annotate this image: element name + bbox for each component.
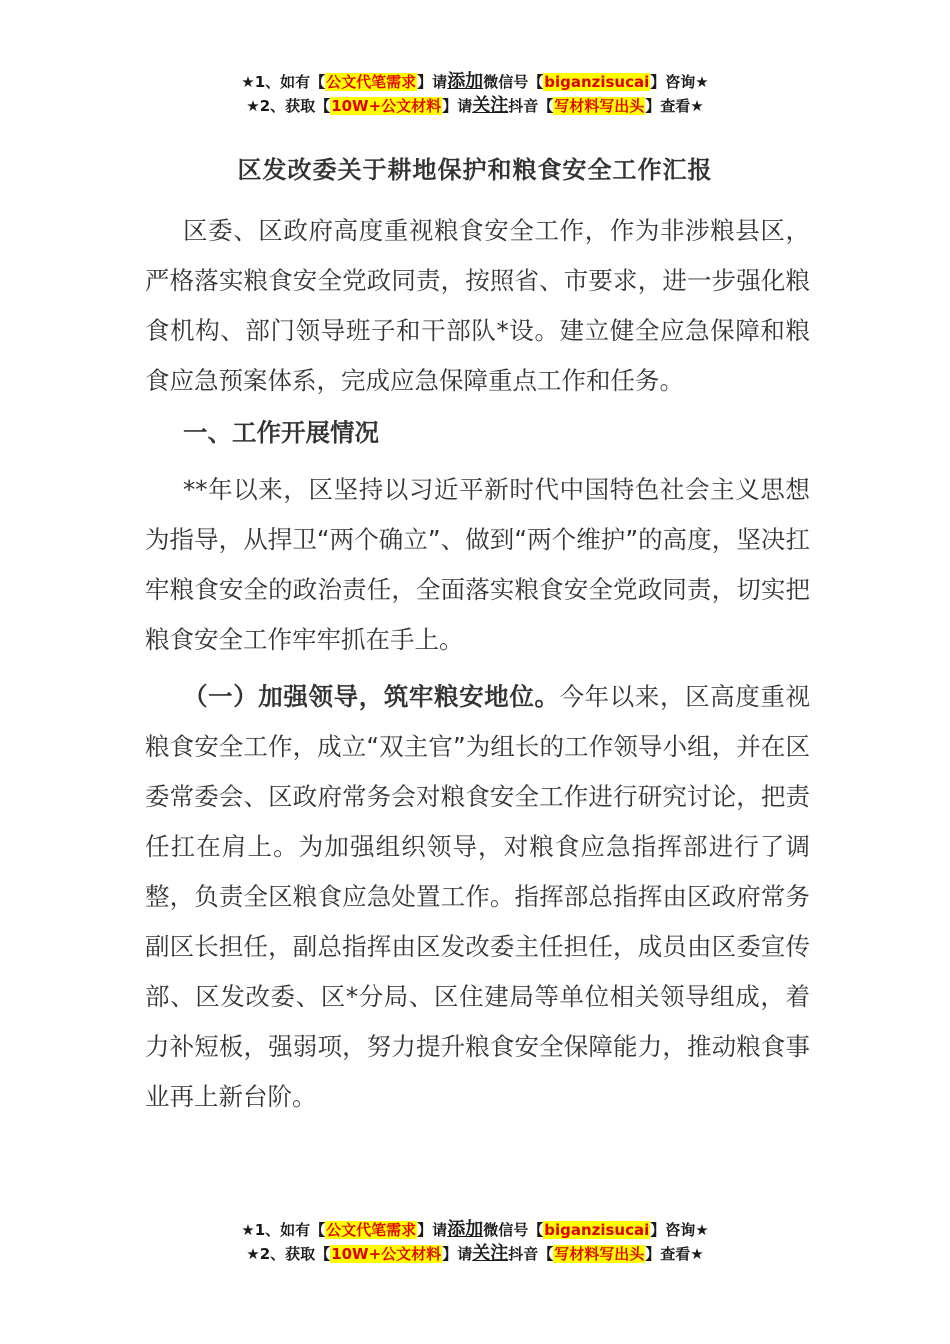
highlight-service: 公文代笔需求 [326,73,417,91]
promo-line-2-bottom: ★2、获取【10W+公文材料】请关注抖音【写材料写出头】查看★ [246,1243,704,1264]
section-heading: 一、工作开展情况 [183,418,379,447]
promo-line-1-bottom: ★1、如有【公文代笔需求】请添加微信号【biganzisucai】咨询★ [241,1219,709,1240]
item-lead: （一）加强领导，筑牢粮安地位。 [183,682,560,711]
highlight-douyin-id: 写材料写出头 [554,97,645,115]
promo-banner-bottom [0,1218,950,1266]
promo-line-1: ★1、如有【公文代笔需求】请添加微信号【biganzisucai】咨询★ [241,71,709,92]
item-paragraph [145,672,810,1122]
item-text: 今年以来，区高度重视粮食安全工作，成立“双主官”为组长的工作领导小组，并在区委常委会、区政府常务会对粮食安全工作进行研究讨论，把责任扛在肩上。为加强组织领导，对粮食应急指挥部进行了调整，负责全区粮食应急处置工作。指挥部总指挥由区政府常务副区长担任，副总指挥由区发改委主任担任，成员由区委宣传部、区发改委、区*分局、区住建局等单位相关领导组成，着力补短板，强弱项，努力提升粮食安全保障能力，推动粮食事业再上新台阶。 [145,682,810,1111]
section-paragraph: **年以来，区坚持以习近平新时代中国特色社会主义思想为指导，从捍卫“两个确立”、做到“两个维护”的高度，坚决扛牢粮食安全的政治责任，全面落实粮食安全党政同责，切实把粮食安全工作牢牢抓在手上。 [145,475,810,654]
intro-paragraph-block [145,206,810,406]
highlight-wechat-id: biganzisucai [544,73,650,91]
highlight-wechat-id-bottom: biganzisucai [544,1221,650,1239]
highlight-materials-bottom: 10W+公文材料 [331,1245,442,1263]
intro-paragraph: 区委、区政府高度重视粮食安全工作，作为非涉粮县区，严格落实粮食安全党政同责，按照省、市要求，进一步强化粮食机构、部门领导班子和干部队*设。建立健全应急保障和粮食应急预案体系，完成应急保障重点工作和任务。 [145,216,810,395]
highlight-service-bottom: 公文代笔需求 [326,1221,417,1239]
section-paragraph-block [145,465,810,665]
promo-banner-top [0,70,950,118]
promo-line-2: ★2、获取【10W+公文材料】请关注抖音【写材料写出头】查看★ [246,95,704,116]
item-paragraph-block [145,672,810,1122]
highlight-materials: 10W+公文材料 [331,97,442,115]
highlight-douyin-id-bottom: 写材料写出头 [554,1245,645,1263]
document-title: 区发改委关于耕地保护和粮食安全工作汇报 [237,156,713,184]
section-heading-block [145,408,810,458]
